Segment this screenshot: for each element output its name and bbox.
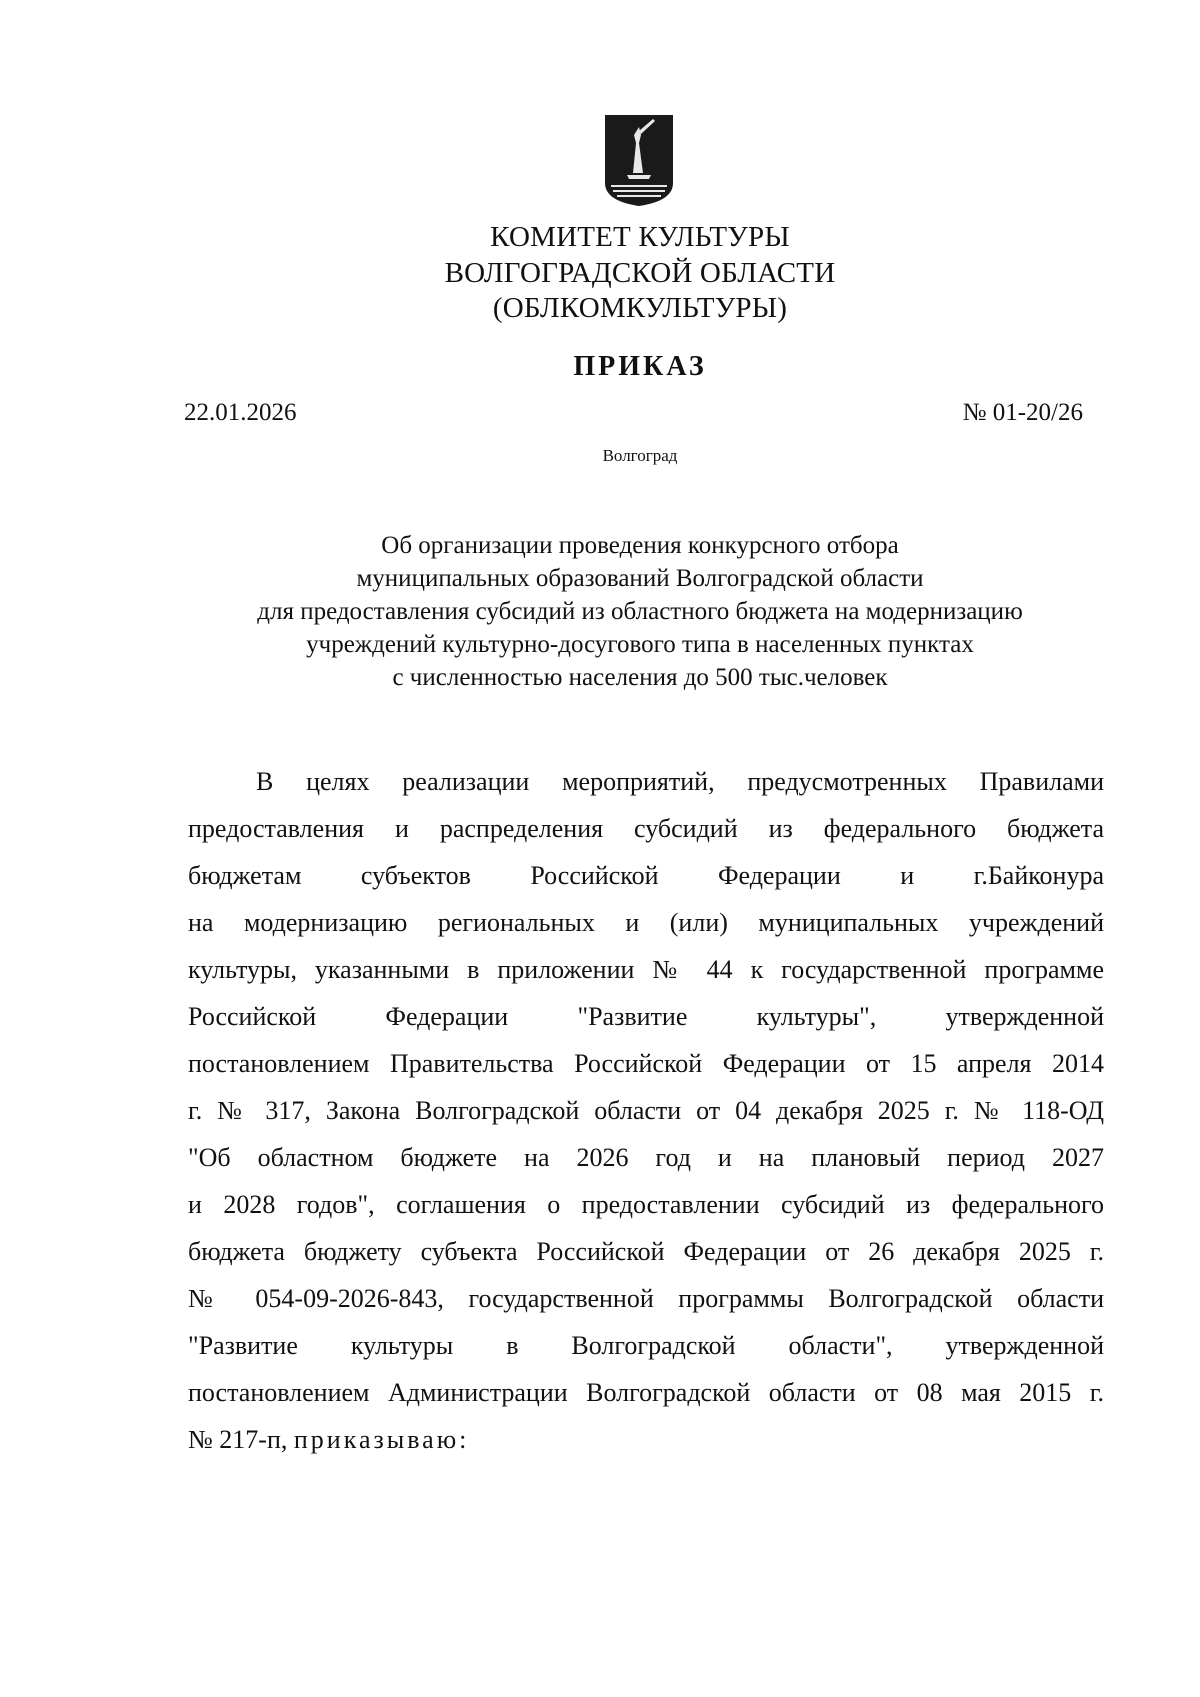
coat-of-arms-icon	[603, 113, 675, 208]
body-text-line: № 054-09-2026-843, государственной программы Волгоградской области	[188, 1284, 1104, 1313]
document-title-line: с численностью населения до 500 тыс.человек	[392, 664, 888, 691]
document-title-line: муниципальных образований Волгоградской области	[356, 565, 924, 592]
body-text-line: бюджета бюджету субъекта Российской Федерации от 26 декабря 2025 г.	[188, 1237, 1104, 1266]
body-text-last-line	[188, 1425, 1104, 1455]
document-date: 22.01.2026	[184, 399, 297, 426]
body-text-line: бюджетам субъектов Российской Федерации и г.Байконура	[188, 861, 1104, 890]
order-verb: приказываю:	[293, 1425, 470, 1454]
body-text-line: постановлением Администрации Волгоградской области от 08 мая 2015 г.	[188, 1378, 1104, 1407]
document-title-line: Об организации проведения конкурсного отбора	[381, 532, 899, 559]
document-title-line: учреждений культурно-досугового типа в населенных пунктах	[306, 631, 974, 658]
body-text-line: постановлением Правительства Российской Федерации от 15 апреля 2014	[188, 1049, 1104, 1078]
body-text-line: г. № 317, Закона Волгоградской области от 04 декабря 2025 г. № 118-ОД	[188, 1096, 1104, 1125]
body-text-line: культуры, указанными в приложении № 44 к государственной программе	[188, 955, 1104, 984]
document-title-line: для предоставления субсидий из областного бюджета на модернизацию	[257, 598, 1023, 625]
organization-name-line-2: ВОЛГОГРАДСКОЙ ОБЛАСТИ	[444, 257, 836, 289]
order-reference: № 217-п,	[188, 1425, 288, 1454]
document-city: Волгоград	[602, 446, 678, 465]
body-text-line: В целях реализации мероприятий, предусмотренных Правилами	[256, 767, 1104, 796]
body-text-line: на модернизацию региональных и (или) муниципальных учреждений	[188, 908, 1104, 937]
body-text-line: предоставления и распределения субсидий из федерального бюджета	[188, 814, 1104, 843]
document-type: ПРИКАЗ	[573, 351, 707, 382]
body-text-line: "Об областном бюджете на 2026 год и на плановый период 2027	[188, 1143, 1104, 1172]
organization-name-line-1: КОМИТЕТ КУЛЬТУРЫ	[490, 221, 790, 253]
body-text-line: и 2028 годов", соглашения о предоставлении субсидий из федерального	[188, 1190, 1104, 1219]
body-text-line: Российской Федерации "Развитие культуры", утвержденной	[188, 1002, 1104, 1031]
document-number: № 01-20/26	[962, 399, 1083, 426]
organization-abbreviation: (ОБЛКОМКУЛЬТУРЫ)	[492, 292, 788, 324]
body-text-line: "Развитие культуры в Волгоградской области", утвержденной	[188, 1331, 1104, 1360]
